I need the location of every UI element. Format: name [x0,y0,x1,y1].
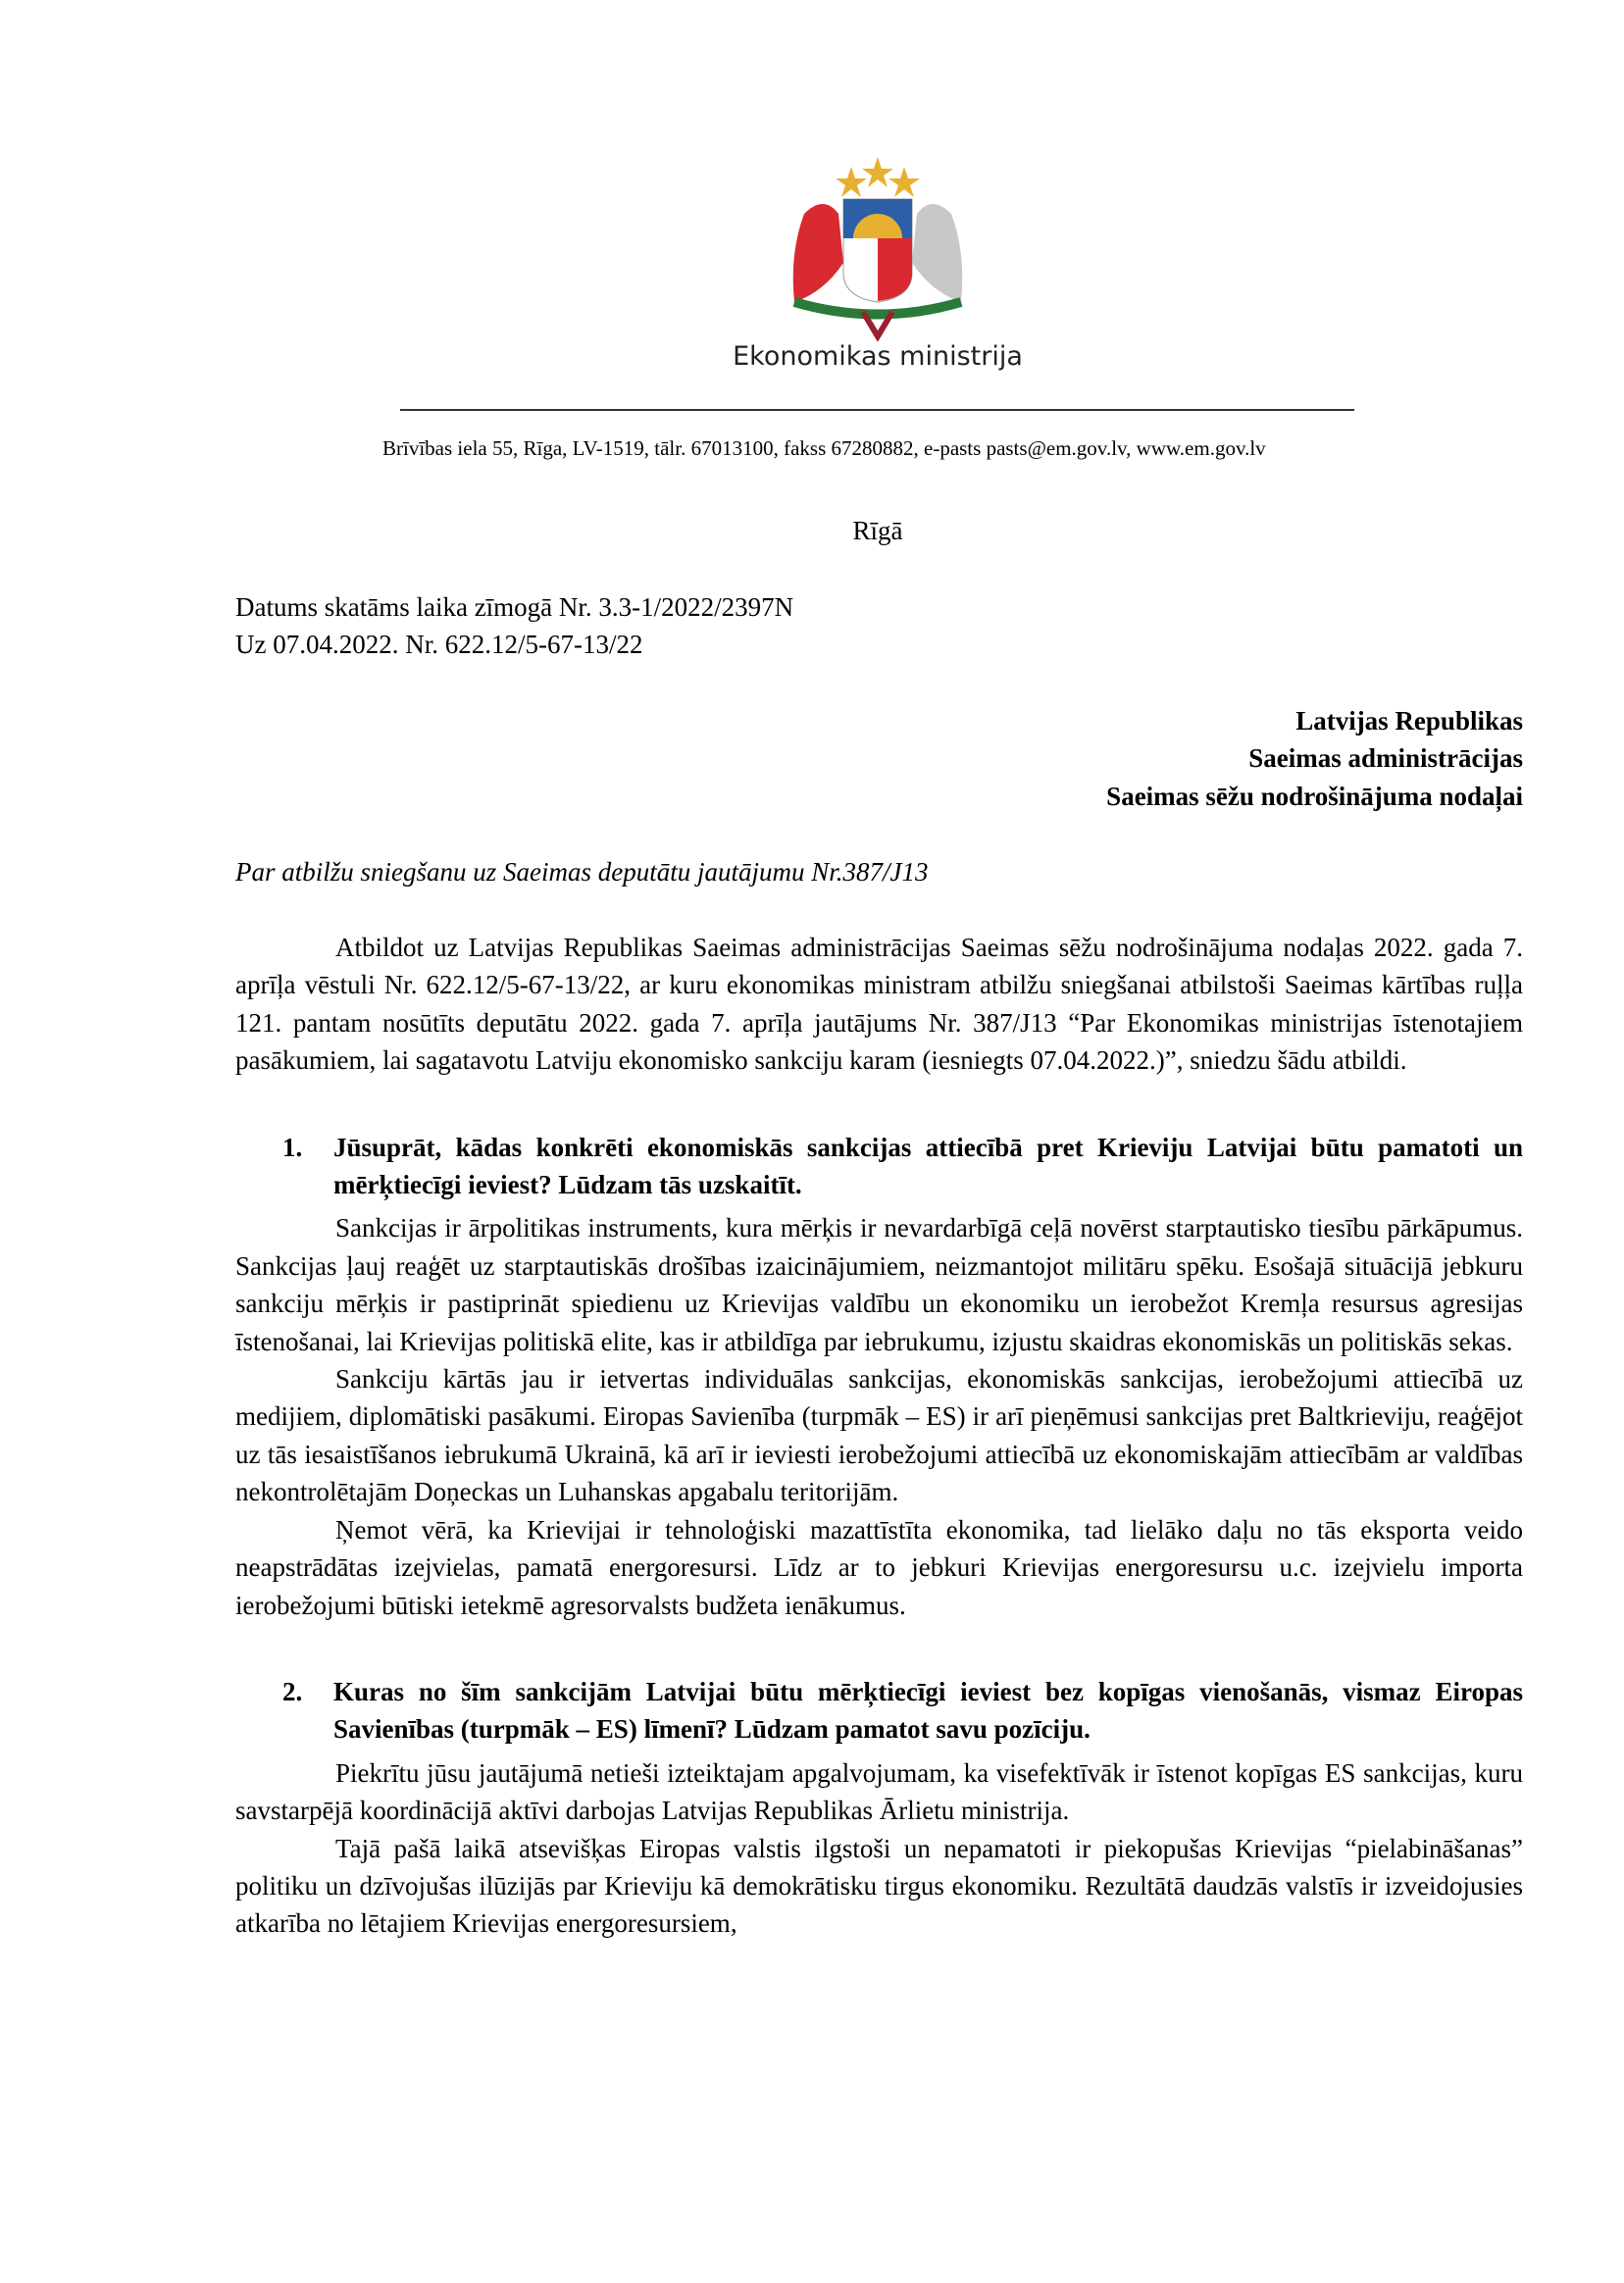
intro-paragraph: Atbildot uz Latvijas Republikas Saeimas administrācijas Saeimas sēžu nodrošinājuma nodaļas 2022. gada 7. aprīļa vēstuli Nr. 622.12/5-67-13/22, ar kuru ekonomikas ministram atbilžu sniegšanai atbilstoši Saeimas kārtības ruļļa 121. pantam nosūtīts deputātu 2022. gada 7. aprīļa jautājums Nr. 387/J13 “Par Ekonomikas ministrijas īstenotajiem pasākumiem, lai sagatavotu Latviju ekonomisko sankciju karam (iesniegts 07.04.2022.)”, sniedzu šādu atbildi. [235,933,1523,1076]
reference-numbers [235,588,793,664]
question-heading [235,1129,1523,1204]
question-number: 2. [282,1676,303,1706]
ministry-address: Brīvības iela 55, Rīga, LV-1519, tālr. 67013100, fakss 67280882, e-pasts pasts@em.gov.lv, www.em.gov.lv [382,436,1266,460]
recipient-line: Saeimas sēžu nodrošinājuma nodaļai [1106,781,1523,811]
letter-body [235,929,1523,1943]
recipient-line: Saeimas administrācijas [1248,743,1523,774]
question-heading [235,1673,1523,1749]
question-text: Kuras no šīm sankcijām Latvijai būtu mērķtiecīgi ieviest bez kopīgas vienošanās, vismaz Eiropas Savienības (turpmāk – ES) līmenī? Lūdzam pamatot savu pozīciju. [333,1676,1523,1745]
coat-of-arms-logo [765,155,990,341]
answer-paragraph: Piekrītu jūsu jautājumā netieši izteiktajam apgalvojumam, ka visefektīvāk ir īstenot kopīgas ES sankcijas, kuru savstarpējā koordinācijā aktīvi darbojas Latvijas Republikas Ārlietu ministrija. [235,1757,1523,1826]
recipient [1106,702,1523,815]
recipient-line: Latvijas Republikas [1295,706,1523,736]
reference-line: Datums skatāms laika zīmogā Nr. 3.3-1/2022/2397N [235,592,794,622]
ministry-name: Ekonomikas ministrija [733,341,1023,372]
place: Rīgā [852,516,903,545]
question-number: 1. [282,1132,303,1162]
question-text: Jūsuprāt, kādas konkrēti ekonomiskās sankcijas attiecībā pret Krieviju Latvijai būtu pamatoti un mērķtiecīgi ieviest? Lūdzam tās uzskaitīt. [333,1132,1523,1200]
answer-paragraph: Tajā pašā laikā atsevišķas Eiropas valstis ilgstoši un nepamatoti ir piekopušas Krievijas “pielabināšanas” politiku un dzīvojušas ilūzijās par Krieviju kā demokrātisku tirgus ekonomiku. Rezultātā daudzās valstīs ir izveidojusies atkarība no lētajiem Krievijas energoresursiem, [235,1833,1523,1939]
answer-paragraph: Sankciju kārtās jau ir ietvertas individuālas sankcijas, ekonomiskās sankcijas, ierobežojumi attiecībā uz medijiem, diplomātiski pasākumi. Eiropas Savienība (turpmāk – ES) ir arī pieņēmusi sankcijas pret Baltkrieviju, reaģējot uz tās iesaistīšanos iebrukumā Ukrainā, kā arī ir ieviesti ierobežojumi attiecībā uz ekonomiskajām attiecībām ar valdības nekontrolētajām Doņeckas un Luhanskas apgabalu teritorijām. [235,1364,1523,1507]
answer-paragraph: Ņemot vērā, ka Krievijai ir tehnoloģiski mazattīstīta ekonomika, tad lielāko daļu no tās eksporta veido neapstrādātas izejvielas, pamatā energoresursi. Līdz ar to jebkuri Krievijas energoresursu u.c. izejvielu importa ierobežojumi būtiski ietekmē agresorvalsts budžeta ienākumus. [235,1514,1523,1620]
reference-line: Uz 07.04.2022. Nr. 622.12/5-67-13/22 [235,630,643,660]
subject-line: Par atbilžu sniegšanu uz Saeimas deputātu jautājumu Nr.387/J13 [235,857,929,887]
header-divider [400,409,1354,411]
answer-paragraph: Sankcijas ir ārpolitikas instruments, kura mērķis ir nevardarbīgā ceļā novērst starptautisko tiesību pārkāpumus. Sankcijas ļauj reaģēt uz starptautiskās drošības izaicinājumiem, neizmantojot militāru spēku. Esošajā situācijā jebkuru sankciju mērķis ir pastiprināt spiedienu uz Krievijas valdību un ekonomiku un ierobežot Kremļa resursus agresijas īstenošanai, lai Krievijas politiskā elite, kas ir atbildīga par iebrukumu, izjustu skaidras ekonomiskās un politiskās sekas. [235,1213,1523,1356]
